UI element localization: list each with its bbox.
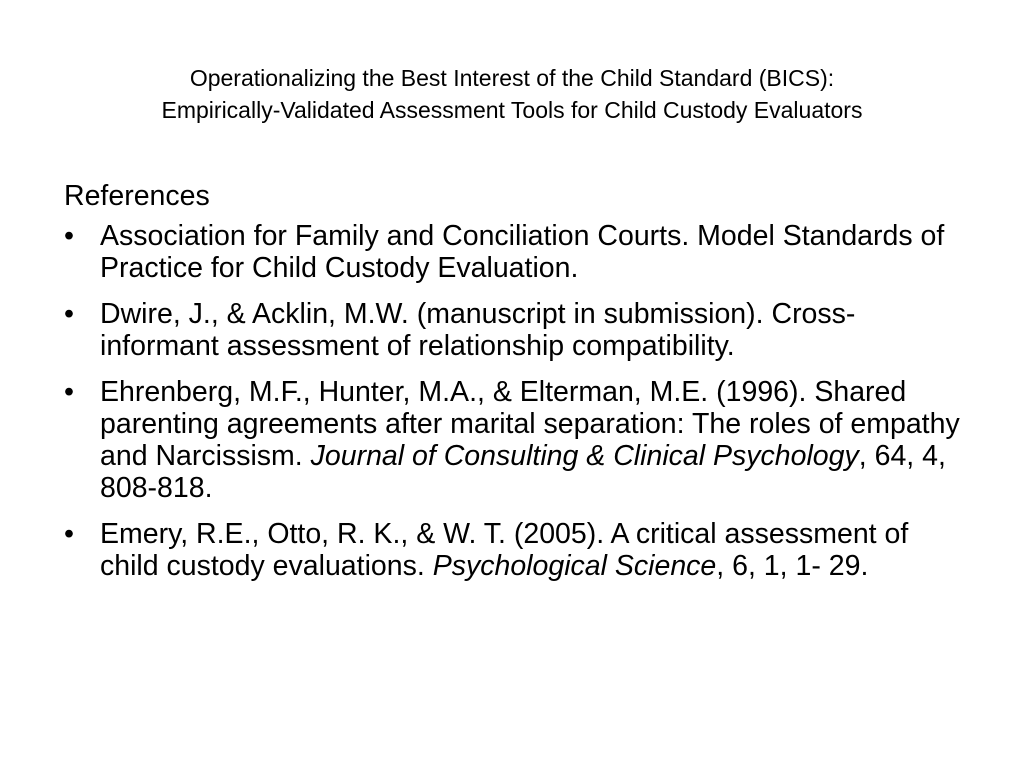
slide-title (40, 62, 984, 126)
bullet-icon: • (64, 220, 74, 252)
reference-text (100, 518, 964, 582)
reference-citation: Dwire, J., & Acklin, M.W. (manuscript in submission). Cross-informant assessment of relationship compatibility. (100, 298, 856, 362)
reference-item (64, 518, 964, 582)
reference-item (64, 298, 964, 362)
title-line-1: Operationalizing the Best Interest of the Child Standard (BICS): (189, 65, 835, 91)
journal-title: Psychological Science (432, 550, 717, 582)
bullet-icon: • (64, 376, 74, 408)
title-line-2: Empirically-Validated Assessment Tools for Child Custody Evaluators (161, 97, 863, 123)
slide-body (64, 180, 964, 596)
bullet-icon: • (64, 298, 74, 330)
reference-volume: , 6, 1, 1- 29. (716, 550, 869, 582)
reference-volume: , 64, 4, 808-818. (100, 440, 946, 504)
reference-text (100, 298, 964, 362)
reference-text (100, 376, 964, 504)
bullet-icon: • (64, 518, 74, 550)
reference-citation: Ehrenberg, M.F., Hunter, M.A., & Elterman, M.E. (1996). Shared parenting agreements after marital separation: The roles of empathy and Narcissism. (100, 376, 960, 472)
references-heading: References (64, 180, 210, 212)
reference-citation: Association for Family and Conciliation Courts. Model Standards of Practice for Child Custody Evaluation. (100, 220, 945, 284)
reference-item (64, 376, 964, 504)
reference-citation: Emery, R.E., Otto, R. K., & W. T. (2005). A critical assessment of child custody evaluations. (100, 518, 909, 582)
reference-list (64, 220, 964, 582)
reference-text (100, 220, 964, 284)
journal-title: Journal of Consulting & Clinical Psychology (310, 440, 859, 472)
reference-item (64, 220, 964, 284)
